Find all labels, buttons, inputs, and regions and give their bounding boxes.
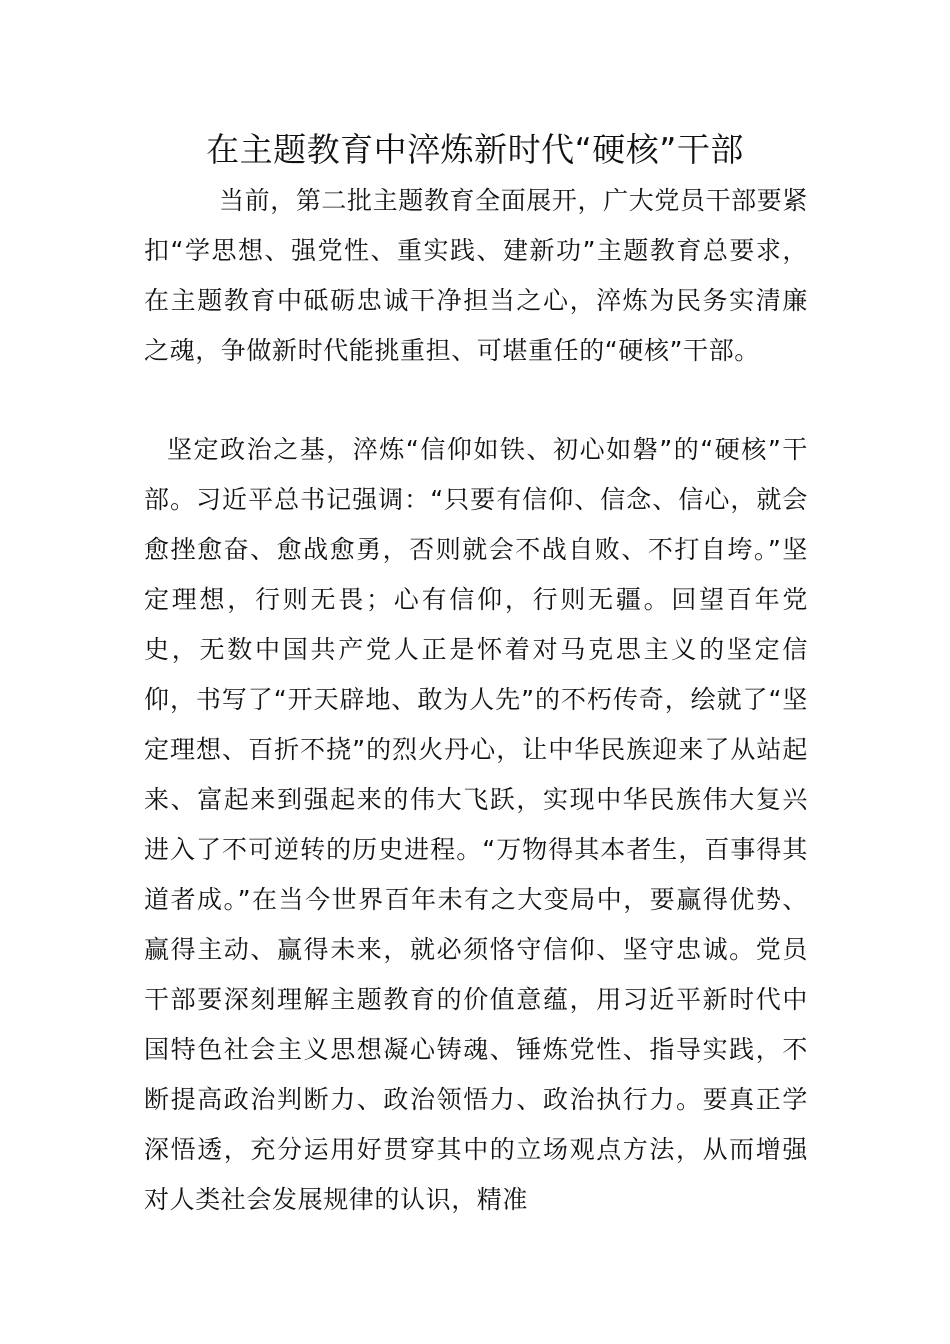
document-title: 在主题教育中淬炼新时代“硬核”干部 <box>206 130 744 169</box>
paragraph-intro: 当前，第二批主题教育全面展开，广大党员干部要紧扣“学思想、强党性、重实践、建新功”主题教育总要求，在主题教育中砥砺忠诚干净担当之心，淬炼为民务实清廉之魂，争做新时代能挑重担、可堪重任的“硬核”干部。 <box>144 186 808 365</box>
paragraph-political-foundation: 坚定政治之基，淬炼“信仰如铁、初心如磐”的“硬核”干部。习近平总书记强调：“只要有信仰、信念、信心，就会愈挫愈奋、愈战愈勇，否则就会不战自败、不打自垮。”坚定理想，行则无畏；心有信仰，行则无疆。回望百年党史，无数中国共产党人正是怀着对马克思主义的坚定信仰，书写了“开天辟地、敢为人先”的不朽传奇，绘就了“坚定理想、百折不挠”的烈火丹心，让中华民族迎来了从站起来、富起来到强起来的伟大飞跃，实现中华民族伟大复兴进入了不可逆转的历史进程。“万物得其本者生，百事得其道者成。”在当今世界百年未有之大变局中，要赢得优势、赢得主动、赢得未来，就必须恪守信仰、坚守忠诚。党员干部要深刻理解主题教育的价值意蕴，用习近平新时代中国特色社会主义思想凝心铸魂、锤炼党性、指导实践，不断提高政治判断力、政治领悟力、政治执行力。要真正学深悟透，充分运用好贯穿其中的立场观点方法，从而增强对人类社会发展规律的认识，精准 <box>144 435 808 1214</box>
